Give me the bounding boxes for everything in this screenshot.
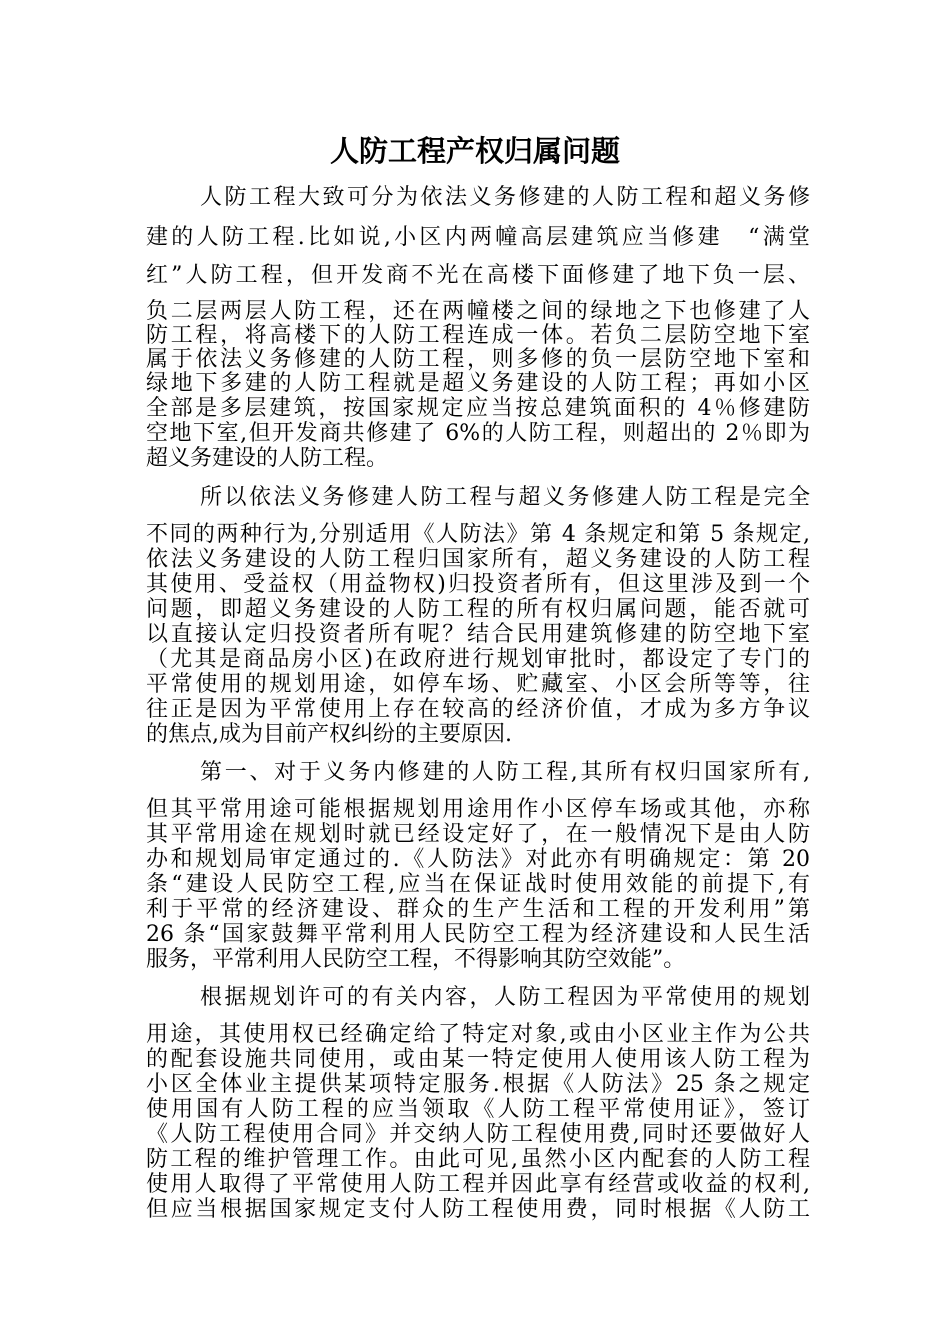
paragraph-2-line-5: 问题，即超义务建设的人防工程的所有权归属问题，能否就可: [146, 597, 810, 622]
document-title: 人防工程产权归属问题: [329, 134, 620, 168]
paragraph-4-line-1: 根据规划许可的有关内容，人防工程因为平常使用的规划: [200, 985, 810, 1010]
paragraph-2-line-3: 依法义务建设的人防工程归国家所有，超义务建设的人防工程: [146, 547, 810, 572]
paragraph-3-line-3: 其平常用途在规划时就已经设定好了，在一般情况下是由人防: [146, 822, 810, 847]
paragraph-1-line-7: 绿地下多建的人防工程就是超义务建设的人防工程；再如小区: [146, 371, 810, 396]
paragraph-4-line-3: 的配套设施共同使用，或由某一特定使用人使用该人防工程为: [146, 1047, 810, 1072]
paragraph-4-line-9: 但应当根据国家规定支付人防工程使用费，同时根据《人防工: [146, 1197, 810, 1222]
paragraph-3-line-7: 26 条“国家鼓舞平常利用人民防空工程为经济建设和人民生活: [146, 922, 810, 947]
paragraph-1-line-8: 全部是多层建筑，按国家规定应当按总建筑面积的 4％修建防: [146, 396, 810, 421]
paragraph-2-line-7: （尤其是商品房小区)在政府进行规划审批时，都设定了专门的: [146, 647, 810, 672]
paragraph-3-line-6: 利于平常的经济建设、群众的生产生活和工程的开发利用”第: [146, 897, 810, 922]
paragraph-1-line-4: 负二层两层人防工程，还在两幢楼之间的绿地之下也修建了人: [146, 299, 810, 324]
paragraph-1-line-5: 防工程，将高楼下的人防工程连成一体。若负二层防空地下室: [146, 323, 810, 348]
paragraph-3-line-4: 办和规划局审定通过的.《人防法》对此亦有明确规定：第 20: [146, 847, 810, 872]
paragraph-3-line-2: 但其平常用途可能根据规划用途用作小区停车场或其他，亦称: [146, 797, 810, 822]
paragraph-1-line-2: 建的人防工程.比如说,小区内两幢高层建筑应当修建 “满堂: [146, 225, 810, 250]
paragraph-1-line-10: 超义务建设的人防工程。: [146, 446, 389, 471]
paragraph-1-line-9: 空地下室,但开发商共修建了 6%的人防工程，则超出的 2％即为: [146, 421, 810, 446]
paragraph-4-line-7: 防工程的维护管理工作。由此可见,虽然小区内配套的人防工程: [146, 1147, 810, 1172]
paragraph-1-line-1: 人防工程大致可分为依法义务修建的人防工程和超义务修: [200, 185, 810, 210]
paragraph-3-line-1: 第一、对于义务内修建的人防工程,其所有权归国家所有,: [200, 760, 810, 785]
paragraph-4-line-5: 使用国有人防工程的应当领取《人防工程平常使用证》，签订: [146, 1097, 810, 1122]
paragraph-2-line-2: 不同的两种行为,分别适用《人防法》第 4 条规定和第 5 条规定,: [146, 522, 810, 547]
paragraph-2-line-9: 往正是因为平常使用上存在较高的经济价值，才成为多方争议: [146, 697, 810, 722]
paragraph-2-line-1: 所以依法义务修建人防工程与超义务修建人防工程是完全: [200, 485, 810, 510]
paragraph-1-line-3: 红”人防工程，但开发商不光在高楼下面修建了地下负一层、: [146, 263, 810, 288]
paragraph-4-line-2: 用途，其使用权已经确定给了特定对象,或由小区业主作为公共: [146, 1022, 810, 1047]
paragraph-4-line-8: 使用人取得了平常使用人防工程并因此享有经营或收益的权利,: [146, 1172, 810, 1197]
paragraph-4-line-4: 小区全体业主提供某项特定服务.根据《人防法》25 条之规定: [146, 1072, 810, 1097]
paragraph-2-line-6: 以直接认定归投资者所有呢？结合民用建筑修建的防空地下室: [146, 622, 810, 647]
paragraph-4-line-6: 《人防工程使用合同》并交纳人防工程使用费,同时还要做好人: [146, 1122, 810, 1147]
paragraph-3-line-8: 服务，平常利用人民防空工程，不得影响其防空效能”。: [146, 947, 686, 972]
paragraph-1-line-6: 属于依法义务修建的人防工程，则多修的负一层防空地下室和: [146, 347, 810, 372]
paragraph-3-line-5: 条“建设人民防空工程,应当在保证战时使用效能的前提下,有: [146, 872, 810, 897]
paragraph-2-line-4: 其使用、受益权（用益物权)归投资者所有，但这里涉及到一个: [146, 572, 810, 597]
paragraph-2-line-10: 的焦点,成为目前产权纠纷的主要原因.: [146, 722, 512, 747]
paragraph-2-line-8: 平常使用的规划用途，如停车场、贮藏室、小区会所等等，往: [146, 672, 810, 697]
